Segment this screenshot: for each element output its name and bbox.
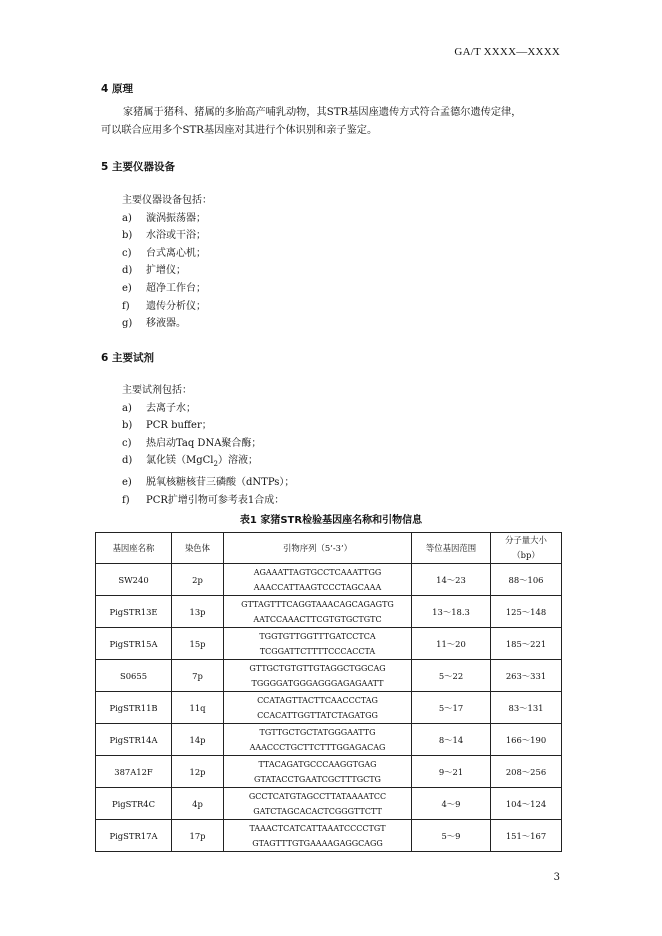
list-item-text: 脱氧核糖核苷三磷酸（dNTPs）；	[146, 476, 295, 488]
table-row	[96, 628, 562, 660]
reverse-primer: GTAGTTTGTGAAAAGAGGCAGG	[252, 838, 383, 848]
forward-primer: CCATAGTTACTTCAACCCTAG	[257, 695, 378, 705]
cell-locus: 387A12F	[96, 756, 172, 788]
section-4-paragraph-line-1: 家猪属于猪科、猪属的多胎高产哺乳动物，其STR基因座遗传方式符合孟德尔遗传定律，	[123, 107, 522, 118]
list-item-text: 热启动Taq DNA聚合酶；	[146, 437, 262, 449]
list-marker: b)	[122, 420, 133, 432]
header-primer: 引物序列（5’-3’）	[224, 533, 412, 564]
cell-size: 83～131	[491, 692, 562, 724]
list-marker: g)	[122, 318, 133, 330]
cell-locus: PigSTR11B	[96, 692, 172, 724]
list-marker: f)	[122, 494, 130, 506]
cell-chromosome: 14p	[172, 724, 224, 756]
page-number: 3	[553, 872, 560, 883]
header-size-line-2: （bp）	[512, 550, 540, 560]
header-size	[491, 533, 562, 564]
cell-primer	[224, 756, 412, 788]
list-item	[122, 227, 212, 245]
list-item-text	[146, 452, 258, 474]
reverse-primer: AAACCATTAAGTCCCTAGCAAA	[253, 582, 382, 592]
cell-chromosome: 4p	[172, 788, 224, 820]
list-item	[122, 245, 212, 263]
forward-primer: GTTAGTTTCAGGTAAACAGCAGAGTG	[241, 599, 394, 609]
list-item-text-pre: 氯化镁（MgCl	[146, 455, 214, 467]
cell-allele-range: 5～9	[412, 820, 491, 852]
cell-primer	[224, 564, 412, 596]
table-row	[96, 660, 562, 692]
cell-allele-range: 8～14	[412, 724, 491, 756]
list-item-text: 去离子水；	[146, 402, 196, 414]
list-item	[122, 435, 294, 453]
table-row	[96, 564, 562, 596]
cell-locus: SW240	[96, 564, 172, 596]
table-row	[96, 756, 562, 788]
cell-allele-range: 4～9	[412, 788, 491, 820]
cell-allele-range: 5～17	[412, 692, 491, 724]
cell-size: 88～106	[491, 564, 562, 596]
list-item-text: 遗传分析仪；	[146, 300, 206, 312]
list-marker: e)	[122, 476, 132, 488]
table-caption: 表1 家猪STR检验基因座名称和引物信息	[239, 515, 423, 526]
forward-primer: TTACAGATGCCCAAGGTGAG	[258, 759, 377, 769]
cell-primer	[224, 628, 412, 660]
cell-size: 125～148	[491, 596, 562, 628]
list-item	[122, 315, 212, 333]
list-item	[122, 298, 212, 316]
cell-size: 185～221	[491, 628, 562, 660]
list-item	[122, 417, 294, 435]
reverse-primer: GTATACCTGAATCGCTTTGCTG	[254, 774, 381, 784]
forward-primer: GTTGCTGTGTTGTAGGCTGGCAG	[249, 663, 386, 673]
cell-chromosome: 2p	[172, 564, 224, 596]
list-marker: d)	[122, 265, 133, 277]
table-row	[96, 596, 562, 628]
list-item	[122, 262, 212, 280]
cell-allele-range: 13～18.3	[412, 596, 491, 628]
cell-size: 151～167	[491, 820, 562, 852]
list-marker: a)	[122, 402, 132, 414]
reverse-primer: AATCCAAACTTCGTGTGCTGTC	[253, 614, 382, 624]
list-marker: a)	[122, 212, 132, 224]
cell-chromosome: 13p	[172, 596, 224, 628]
list-item	[122, 474, 294, 492]
header-allele-range: 等位基因范围	[412, 533, 491, 564]
cell-chromosome: 7p	[172, 660, 224, 692]
table-row	[96, 724, 562, 756]
cell-primer	[224, 692, 412, 724]
list-item-text: 超净工作台；	[146, 282, 206, 294]
list-item-text: 台式离心机；	[146, 247, 206, 259]
list-marker: e)	[122, 282, 132, 294]
section-4-title: 4 原理	[101, 83, 133, 95]
list-item-text: PCR buffer；	[146, 420, 212, 432]
cell-locus: PigSTR17A	[96, 820, 172, 852]
cell-primer	[224, 596, 412, 628]
cell-size: 166～190	[491, 724, 562, 756]
cell-allele-range: 14～23	[412, 564, 491, 596]
cell-allele-range: 9～21	[412, 756, 491, 788]
list-item	[122, 400, 294, 418]
cell-locus: S0655	[96, 660, 172, 692]
list-item-text-post: ）溶液；	[217, 455, 258, 467]
header-chromosome: 染色体	[172, 533, 224, 564]
list-item	[122, 210, 212, 228]
list-marker: d)	[122, 455, 133, 467]
cell-chromosome: 17p	[172, 820, 224, 852]
section-5-title: 5 主要仪器设备	[101, 161, 175, 173]
cell-allele-range: 5～22	[412, 660, 491, 692]
cell-primer	[224, 820, 412, 852]
reverse-primer: AAACCCTGCTTCTTTGGAGACAG	[249, 742, 386, 752]
cell-locus: PigSTR4C	[96, 788, 172, 820]
cell-allele-range: 11～20	[412, 628, 491, 660]
reverse-primer: TCGGATTCTTTTCCCACCTA	[259, 646, 376, 656]
list-marker: f)	[122, 300, 130, 312]
equipment-intro: 主要仪器设备包括：	[122, 195, 212, 206]
cell-locus: PigSTR14A	[96, 724, 172, 756]
reagent-intro: 主要试剂包括：	[122, 385, 192, 396]
cell-chromosome: 15p	[172, 628, 224, 660]
reagent-list	[122, 382, 294, 509]
document-id-header: GA/T XXXX—XXXX	[454, 46, 560, 58]
equipment-list	[122, 192, 212, 333]
header-locus: 基因座名称	[96, 533, 172, 564]
reverse-primer: TGGGGATGGGAGGGAGAGAATT	[251, 678, 384, 688]
cell-primer	[224, 724, 412, 756]
list-item-text: PCR扩增引物可参考表1合成：	[146, 494, 285, 506]
str-primer-table	[95, 532, 562, 852]
list-item	[122, 492, 294, 510]
section-4-paragraph-line-2: 可以联合应用多个STR基因座对其进行个体识别和亲子鉴定。	[101, 125, 378, 136]
header-size-line-1: 分子量大小	[505, 535, 547, 545]
list-item	[122, 280, 212, 298]
cell-size: 208～256	[491, 756, 562, 788]
section-4-paragraph	[101, 104, 561, 140]
section-6-title: 6 主要试剂	[101, 352, 154, 364]
cell-locus: PigSTR15A	[96, 628, 172, 660]
forward-primer: GCCTCATGTAGCCTTATAAAATCC	[248, 791, 387, 801]
cell-chromosome: 11q	[172, 692, 224, 724]
cell-locus: PigSTR13E	[96, 596, 172, 628]
list-item-text: 水浴或干浴；	[146, 230, 206, 242]
table-row	[96, 820, 562, 852]
cell-chromosome: 12p	[172, 756, 224, 788]
forward-primer: TGTTGCTGCTATGGGAATTG	[259, 727, 376, 737]
reverse-primer: GATCTAGCACACTCGGGTTCTT	[253, 806, 382, 816]
reverse-primer: CCACATTGGTTATCTAGATGG	[257, 710, 378, 720]
cell-size: 263～331	[491, 660, 562, 692]
cell-primer	[224, 660, 412, 692]
list-item-text: 扩增仪；	[146, 265, 186, 277]
table-row	[96, 788, 562, 820]
list-marker: b)	[122, 230, 133, 242]
list-marker: c)	[122, 247, 132, 259]
subscript-text: 2	[213, 460, 218, 469]
forward-primer: TAAACTCATCATTAAATCCCCTGT	[249, 823, 386, 833]
forward-primer: TGGTGTTGGTTTGATCCTCA	[259, 631, 376, 641]
list-item	[122, 452, 294, 474]
table-header-row	[96, 533, 562, 564]
cell-size: 104～124	[491, 788, 562, 820]
list-item-text: 移液器。	[146, 318, 186, 330]
list-marker: c)	[122, 437, 132, 449]
cell-primer	[224, 788, 412, 820]
table-body	[96, 564, 562, 852]
table-row	[96, 692, 562, 724]
forward-primer: AGAAATTAGTGCCTCAAATTGG	[253, 567, 382, 577]
list-item-text: 漩涡振荡器；	[146, 212, 206, 224]
